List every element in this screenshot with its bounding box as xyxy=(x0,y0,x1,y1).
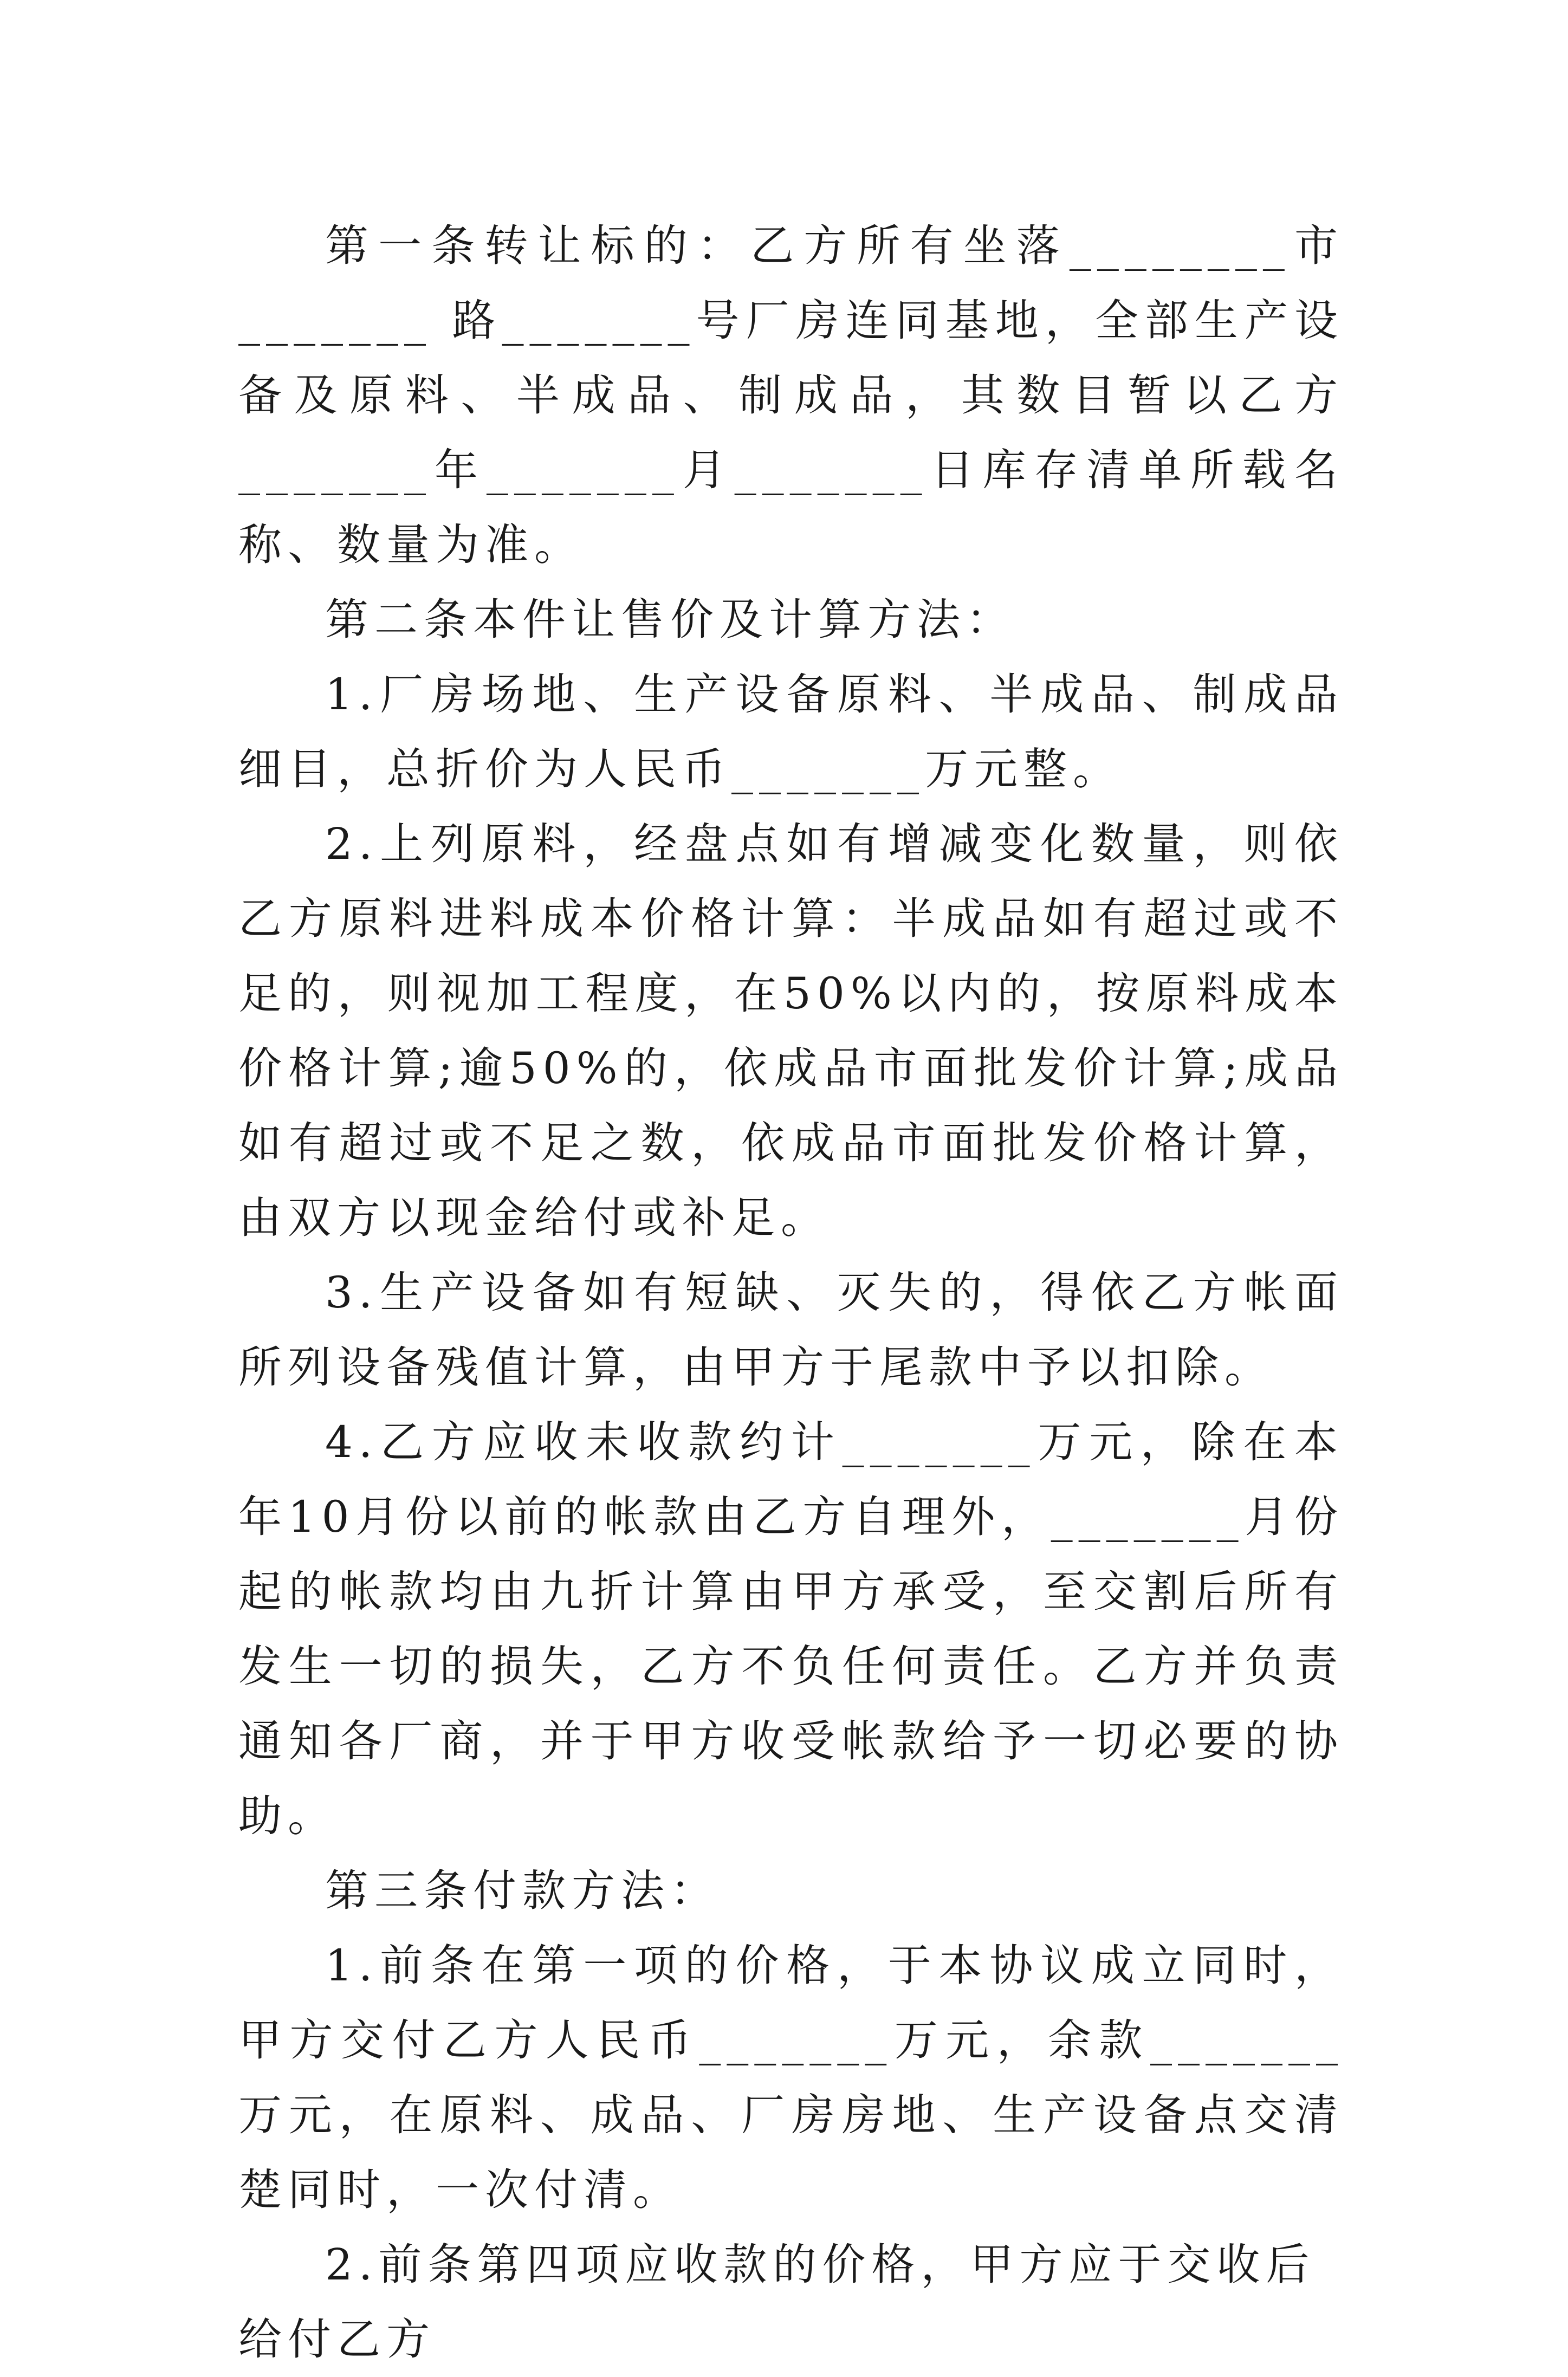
clause-3-item-2: 2.前条第四项应收款的价格，甲方应于交收后给付乙方 xyxy=(238,2239,1316,2365)
clause-2-item-4: 4.乙方应收未收款约计_______万元，除在本年10月份以前的帐款由乙方自理外，_______月份起的帐款均由九折计算由甲方承受，至交割后所有发生一切的损失，乙方不负任何责任。乙方并负责通知各厂商，并于甲方收受帐款给予一切必要的协助。 xyxy=(238,1417,1344,1841)
clause-2-heading: 第二条本件让售价及计算方法： xyxy=(325,594,1015,645)
document-body xyxy=(238,209,1344,2377)
clause-2-item-2: 2.上列原料，经盘点如有增减变化数量，则依乙方原料进料成本价格计算：半成品如有超过或不足的，则视加工程度，在50%以内的，按原料成本价格计算;逾50%的，依成品市面批发价计算;成品如有超过或不足之数，依成品市面批发价格计算，由双方以现金给付或补足。 xyxy=(238,819,1344,1243)
clause-3-heading: 第三条付款方法： xyxy=(325,1866,720,1916)
clause-2-item-3: 3.生产设备如有短缺、灭失的，得依乙方帐面所列设备残值计算，由甲方于尾款中予以扣除。 xyxy=(238,1267,1344,1392)
clause-3-item-1: 1.前条在第一项的价格，于本协议成立同时，甲方交付乙方人民币_______万元，余款_______万元，在原料、成品、厂房房地、生产设备点交清楚同时，一次付清。 xyxy=(238,1940,1344,2215)
clause-2-item-1: 1.厂房场地、生产设备原料、半成品、制成品细目，总折价为人民币_______万元整。 xyxy=(238,669,1344,794)
clause-1-subject: 第一条转让标的：乙方所有坐落________市_______ 路_______号厂房连同基地，全部生产设备及原料、半成品、制成品，其数目暂以乙方_______年_______月_______日库存清单所载名称、数量为准。 xyxy=(238,221,1344,570)
